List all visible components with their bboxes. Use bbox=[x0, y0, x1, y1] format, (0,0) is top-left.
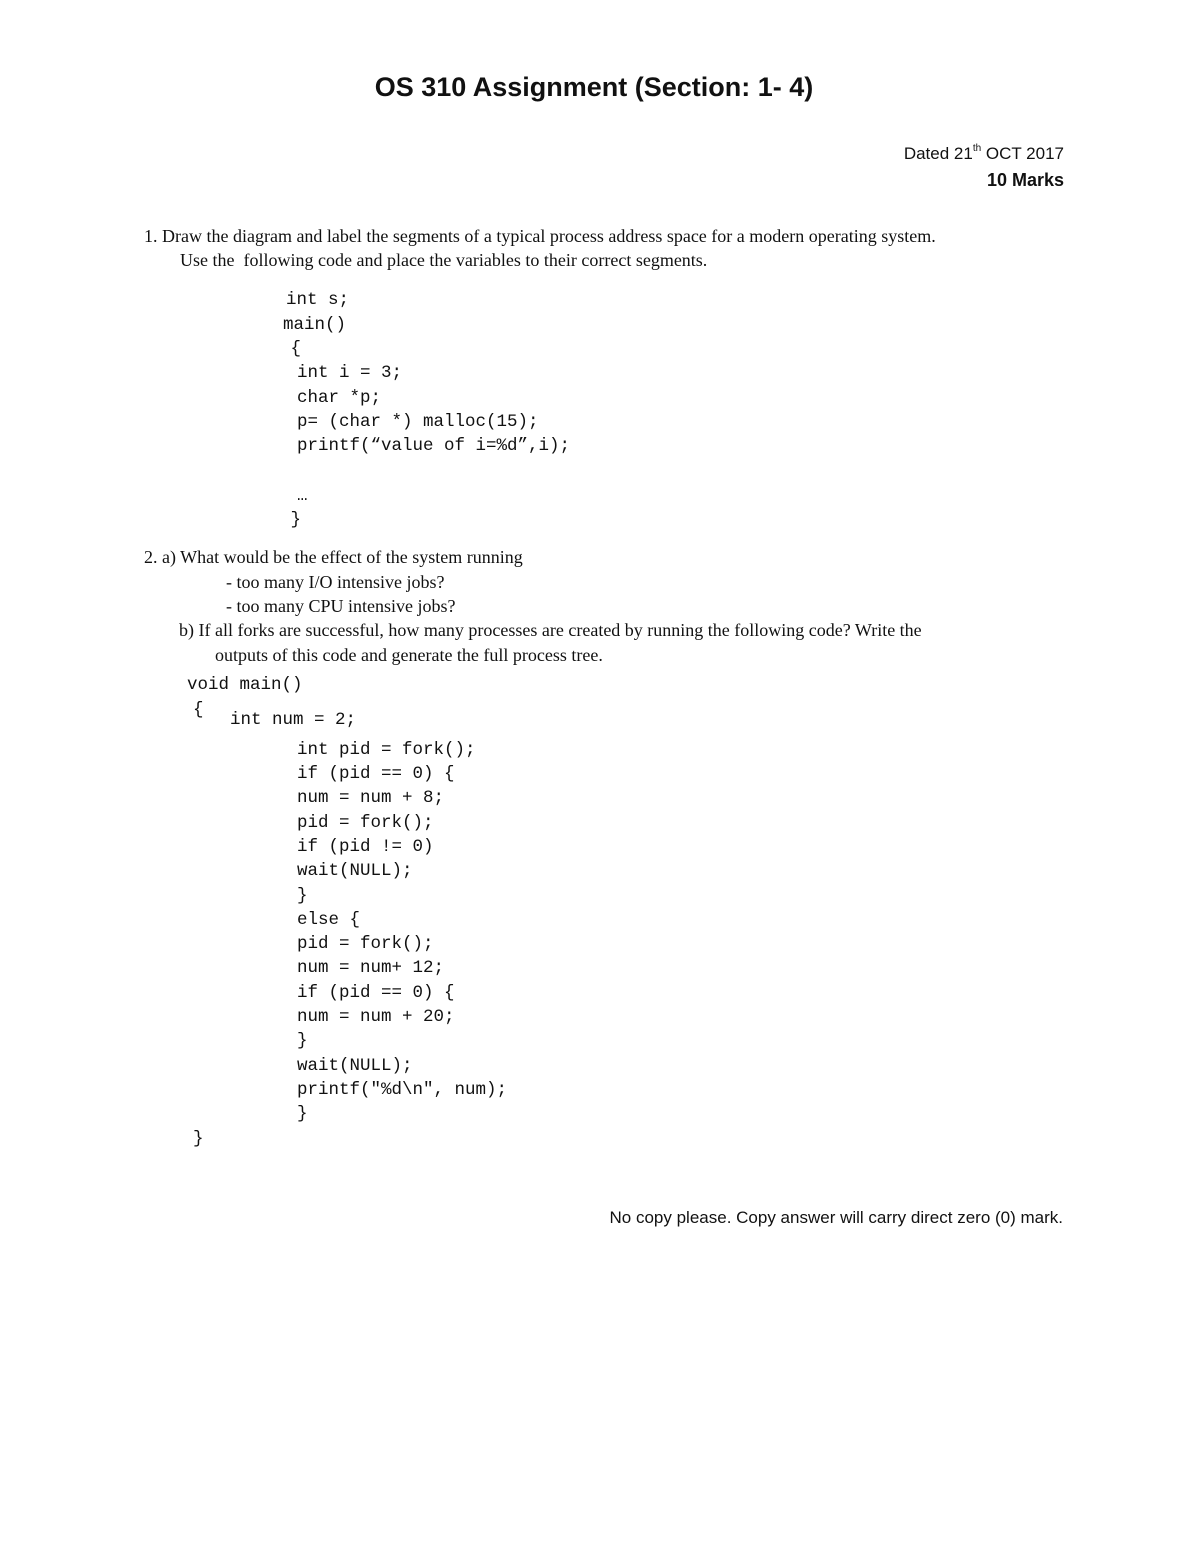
q2-code-line: num = num + 20; bbox=[297, 1007, 455, 1027]
q2-code-line: pid = fork(); bbox=[297, 813, 434, 833]
q1-text-line-1: 1. Draw the diagram and label the segments of a typical process address space for a modern operating system. bbox=[144, 226, 936, 246]
q2-code-brace-open: { bbox=[193, 700, 204, 720]
date-suffix: OCT 2017 bbox=[981, 144, 1064, 163]
q2-code-line: printf("%d\n", num); bbox=[297, 1080, 508, 1100]
q1-code-line: p= (char *) malloc(15); bbox=[276, 412, 539, 432]
q2-code-line: if (pid == 0) { bbox=[297, 983, 455, 1003]
q2-code-line: else { bbox=[297, 910, 361, 930]
q2-code-line: int pid = fork(); bbox=[297, 740, 476, 760]
q2-code-line: if (pid != 0) bbox=[297, 837, 434, 857]
q2a-text-line-2: - too many I/O intensive jobs? bbox=[226, 572, 445, 592]
q1-text-line-2: Use the following code and place the variables to their correct segments. bbox=[180, 250, 708, 270]
q2-code-line: wait(NULL); bbox=[297, 1056, 413, 1076]
page-title: OS 310 Assignment (Section: 1- 4) bbox=[374, 72, 814, 102]
q2-code-line: num = num + 8; bbox=[297, 788, 445, 808]
q1-code-line: printf(“value of i=%d”,i); bbox=[276, 436, 571, 456]
q2-code-line: if (pid == 0) { bbox=[297, 764, 455, 784]
footer-note: No copy please. Copy answer will carry direct zero (0) mark. bbox=[609, 1208, 1063, 1227]
q2-code-first-line: int num = 2; bbox=[230, 710, 357, 730]
q2-code-line: num = num+ 12; bbox=[297, 958, 445, 978]
q2-code-line: } bbox=[297, 1031, 308, 1051]
q2a-text-line-1: 2. a) What would be the effect of the system running bbox=[144, 547, 523, 567]
q1-code-line: int s; bbox=[286, 290, 350, 310]
q2-code-head: void main() bbox=[187, 675, 303, 695]
date-line bbox=[904, 143, 1064, 164]
q2a-text-line-3: - too many CPU intensive jobs? bbox=[226, 596, 456, 616]
q2-code-line: } bbox=[297, 1104, 308, 1124]
q1-code-line: { bbox=[280, 339, 302, 359]
q1-code-line: } bbox=[280, 510, 302, 530]
q2b-text-line-2: outputs of this code and generate the full process tree. bbox=[215, 645, 603, 665]
q1-code-line: int i = 3; bbox=[276, 363, 403, 383]
date-prefix: Dated 21 bbox=[903, 144, 973, 163]
date-superscript: th bbox=[972, 143, 982, 154]
q1-code-line: main() bbox=[283, 315, 347, 335]
total-marks: 10 Marks bbox=[986, 170, 1064, 190]
q2-code-brace-close: } bbox=[193, 1129, 204, 1149]
q1-code-line: … bbox=[276, 486, 308, 506]
q1-code-line: char *p; bbox=[276, 388, 382, 408]
q2b-text-line-1: b) If all forks are successful, how many processes are created by running the following code? Write the bbox=[179, 620, 922, 640]
q2-code-line: } bbox=[297, 886, 308, 906]
q2-code-line: wait(NULL); bbox=[297, 861, 413, 881]
q2-code-line: pid = fork(); bbox=[297, 934, 434, 954]
